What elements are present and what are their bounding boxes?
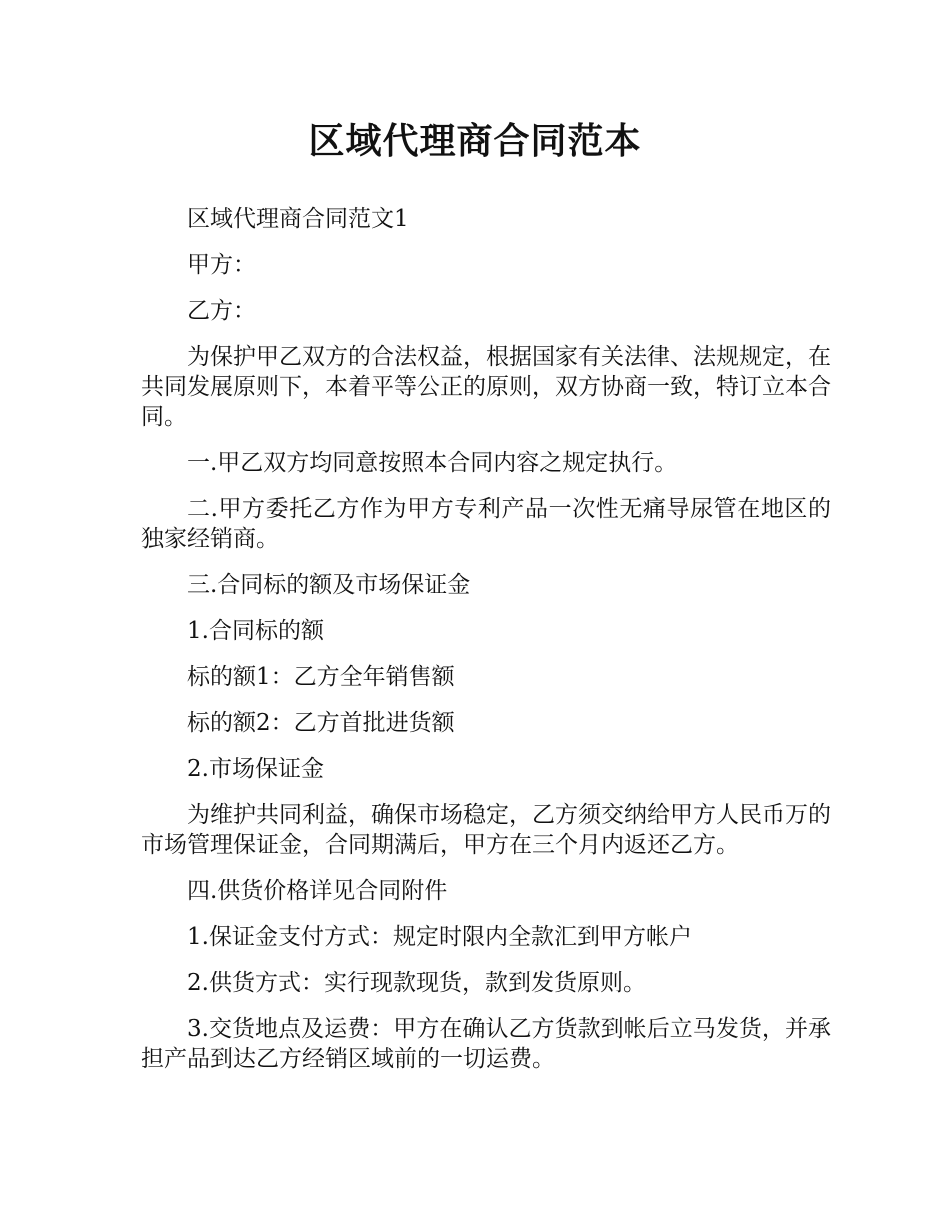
clause-3-1-heading: 1.合同标的额 <box>187 618 324 644</box>
supply-method: 2.供货方式：实行现款现货，款到发货原则。 <box>187 970 646 996</box>
clause-3-heading: 三.合同标的额及市场保证金 <box>187 572 471 598</box>
target-amount-1: 标的额1：乙方全年销售额 <box>187 664 455 690</box>
party-a-line: 甲方： <box>187 252 256 278</box>
clause-4-heading: 四.供货价格详见合同附件 <box>187 878 448 904</box>
preamble-paragraph: 为保护甲乙双方的合法权益，根据国家有关法律、法规规定，在共同发展原则下，本着平等公正的原则，双方协商一致，特订立本合同。 <box>141 344 831 430</box>
delivery-and-freight: 3.交货地点及运费：甲方在确认乙方货款到帐后立马发货，并承担产品到达乙方经销区域前的一切运费。 <box>141 1016 831 1072</box>
deposit-paragraph: 为维护共同利益，确保市场稳定，乙方须交纳给甲方人民币万的市场管理保证金，合同期满后，甲方在三个月内返还乙方。 <box>141 802 831 858</box>
clause-3-2-heading: 2.市场保证金 <box>187 756 324 782</box>
payment-method: 1.保证金支付方式：规定时限内全款汇到甲方帐户 <box>187 924 692 950</box>
clause-1: 一.甲乙双方均同意按照本合同内容之规定执行。 <box>187 450 678 476</box>
clause-2: 二.甲方委托乙方作为甲方专利产品一次性无痛导尿管在地区的独家经销商。 <box>141 496 831 552</box>
document-title: 区域代理商合同范本 <box>308 121 642 162</box>
contract-heading: 区域代理商合同范文1 <box>187 206 409 232</box>
party-b-line: 乙方： <box>187 298 256 324</box>
document-body <box>141 204 831 1090</box>
target-amount-2: 标的额2：乙方首批进货额 <box>187 710 455 736</box>
